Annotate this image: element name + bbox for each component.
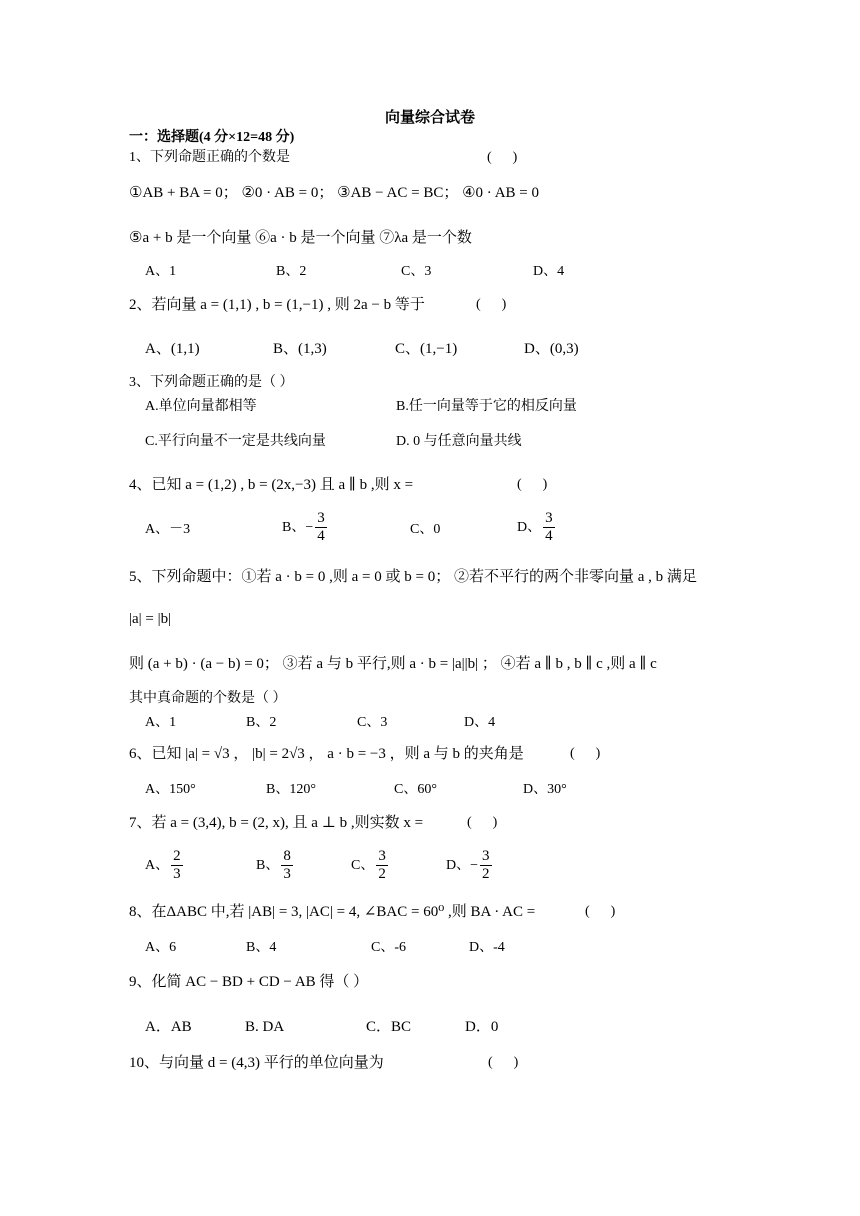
q9-option-b: B. DA bbox=[245, 1019, 285, 1035]
q4-option-b-denominator: 4 bbox=[317, 528, 325, 544]
q7-option-c bbox=[351, 848, 390, 883]
q1-answer-paren: ( ) bbox=[487, 150, 518, 165]
q7-option-a-prefix: A、 bbox=[145, 857, 170, 873]
q3-option-c: C.平行向量不一定是共线向量 bbox=[145, 434, 326, 449]
q7-option-d-numerator: 3 bbox=[482, 848, 490, 864]
q9-option-a: A．AB bbox=[145, 1019, 192, 1035]
q7-option-d-prefix: D、− bbox=[446, 857, 479, 873]
q9-option-c: C．BC bbox=[366, 1019, 412, 1035]
q7-option-d-fraction bbox=[480, 848, 492, 883]
q8-stem: 8、在ΔABC 中,若 |AB| = 3, |AC| = 4, ∠BAC = 60⁰ ,则 BA · AC = bbox=[129, 904, 536, 920]
q7-stem: 7、若 a = (3,4), b = (2, x), 且 a ⊥ b ,则实数 x = bbox=[129, 815, 424, 831]
q7-option-c-prefix: C、 bbox=[351, 857, 375, 873]
q4-answer-paren: ( ) bbox=[517, 477, 548, 492]
q7-option-b-denominator: 3 bbox=[283, 866, 291, 882]
q2-option-d: D、(0,3) bbox=[524, 341, 579, 357]
q8-option-b: B、4 bbox=[246, 940, 277, 955]
q5-option-b: B、2 bbox=[246, 715, 277, 730]
q4-option-b-fraction bbox=[315, 510, 327, 545]
q9-stem: 9、化简 AC − BD + CD − AB 得（ ） bbox=[129, 974, 369, 990]
q6-option-a: A、150° bbox=[145, 782, 196, 797]
q4-option-d-prefix: D、 bbox=[517, 519, 542, 535]
q6-option-c: C、60° bbox=[394, 782, 437, 797]
q3-option-a: A.单位向量都相等 bbox=[145, 399, 257, 414]
q7-option-a bbox=[145, 848, 185, 883]
q4-option-a: A、－3 bbox=[145, 522, 191, 537]
q4-option-c: C、0 bbox=[410, 522, 441, 537]
q1-option-a: A、1 bbox=[145, 264, 177, 279]
q5-option-d: D、4 bbox=[464, 715, 496, 730]
q4-option-d-numerator: 3 bbox=[545, 510, 553, 526]
q1-option-c: C、3 bbox=[401, 264, 432, 279]
q7-option-c-numerator: 3 bbox=[378, 848, 386, 864]
q7-option-b-prefix: B、 bbox=[256, 857, 280, 873]
q7-option-c-fraction bbox=[376, 848, 388, 883]
q5-stem-line2: |a| = |b| bbox=[129, 611, 172, 627]
q7-option-a-numerator: 2 bbox=[173, 848, 181, 864]
q6-option-b: B、120° bbox=[266, 782, 316, 797]
q4-option-b-prefix: B、− bbox=[282, 519, 314, 535]
q5-option-a: A、1 bbox=[145, 715, 177, 730]
q4-option-d-fraction bbox=[543, 510, 555, 545]
q3-stem: 3、下列命题正确的是（ ） bbox=[129, 375, 294, 390]
q3-option-d: D. 0 与任意向量共线 bbox=[396, 434, 522, 449]
q6-stem: 6、已知 |a| = √3 ， |b| = 2√3 ， a · b = −3 ，则 a 与 b 的夹角是 bbox=[129, 746, 524, 762]
q7-option-a-denominator: 3 bbox=[173, 866, 181, 882]
q4-option-b-numerator: 3 bbox=[317, 510, 325, 526]
q5-stem-line1: 5、下列命题中：①若 a · b = 0 ,则 a = 0 或 b = 0； ②若不平行的两个非零向量 a , b 满足 bbox=[129, 569, 697, 585]
q7-option-b-numerator: 8 bbox=[283, 848, 291, 864]
q1-statements-1: ①AB + BA = 0； ②0 · AB = 0； ③AB − AC = BC； ④0 · AB = 0 bbox=[129, 185, 540, 201]
q1-option-d: D、4 bbox=[533, 264, 565, 279]
q7-answer-paren: ( ) bbox=[467, 815, 498, 830]
q2-option-c: C、(1,−1) bbox=[395, 341, 458, 357]
q1-statements-2: ⑤a + b 是一个向量 ⑥a · b 是一个向量 ⑦λa 是一个数 bbox=[129, 230, 472, 246]
q7-option-b-fraction bbox=[281, 848, 293, 883]
q4-option-d bbox=[517, 510, 557, 545]
q7-option-d bbox=[446, 848, 494, 883]
q4-option-d-denominator: 4 bbox=[545, 528, 553, 544]
q1-option-b: B、2 bbox=[276, 264, 307, 279]
q10-answer-paren: ( ) bbox=[488, 1055, 519, 1070]
q8-option-c: C、-6 bbox=[371, 940, 406, 955]
page-title: 向量综合试卷 bbox=[384, 110, 475, 126]
q9-option-d: D．0 bbox=[465, 1019, 499, 1035]
q2-answer-paren: ( ) bbox=[476, 297, 507, 312]
q8-answer-paren: ( ) bbox=[585, 904, 616, 919]
q8-option-a: A、6 bbox=[145, 940, 177, 955]
q8-option-d: D、-4 bbox=[469, 940, 505, 955]
q4-option-b bbox=[282, 510, 329, 545]
section-heading: 一：选择题(4 分×12=48 分) bbox=[129, 130, 295, 145]
q5-option-c: C、3 bbox=[357, 715, 388, 730]
q4-stem: 4、已知 a = (1,2) , b = (2x,−3) 且 a ∥ b ,则 x = bbox=[129, 477, 414, 493]
q2-stem: 2、若向量 a = (1,1) , b = (1,−1) , 则 2a − b 等于 bbox=[129, 297, 425, 313]
q3-option-b: B.任一向量等于它的相反向量 bbox=[396, 399, 577, 414]
q6-answer-paren: ( ) bbox=[570, 746, 601, 761]
q5-stem-line3: 则 (a + b) · (a − b) = 0； ③若 a 与 b 平行,则 a · b = |a||b| ； ④若 a ∥ b , b ∥ c ,则 a ∥ c bbox=[129, 656, 657, 672]
q7-option-d-denominator: 2 bbox=[482, 866, 490, 882]
q7-option-b bbox=[256, 848, 295, 883]
q6-option-d: D、30° bbox=[523, 782, 567, 797]
q7-option-c-denominator: 2 bbox=[378, 866, 386, 882]
q1-stem: 1、下列命题正确的个数是 bbox=[129, 150, 290, 165]
q7-option-a-fraction bbox=[171, 848, 183, 883]
q2-option-b: B、(1,3) bbox=[273, 341, 327, 357]
q2-option-a: A、(1,1) bbox=[145, 341, 200, 357]
q5-stem-line4: 其中真命题的个数是（ ） bbox=[129, 691, 287, 706]
q10-stem: 10、与向量 d = (4,3) 平行的单位向量为 bbox=[129, 1055, 384, 1071]
